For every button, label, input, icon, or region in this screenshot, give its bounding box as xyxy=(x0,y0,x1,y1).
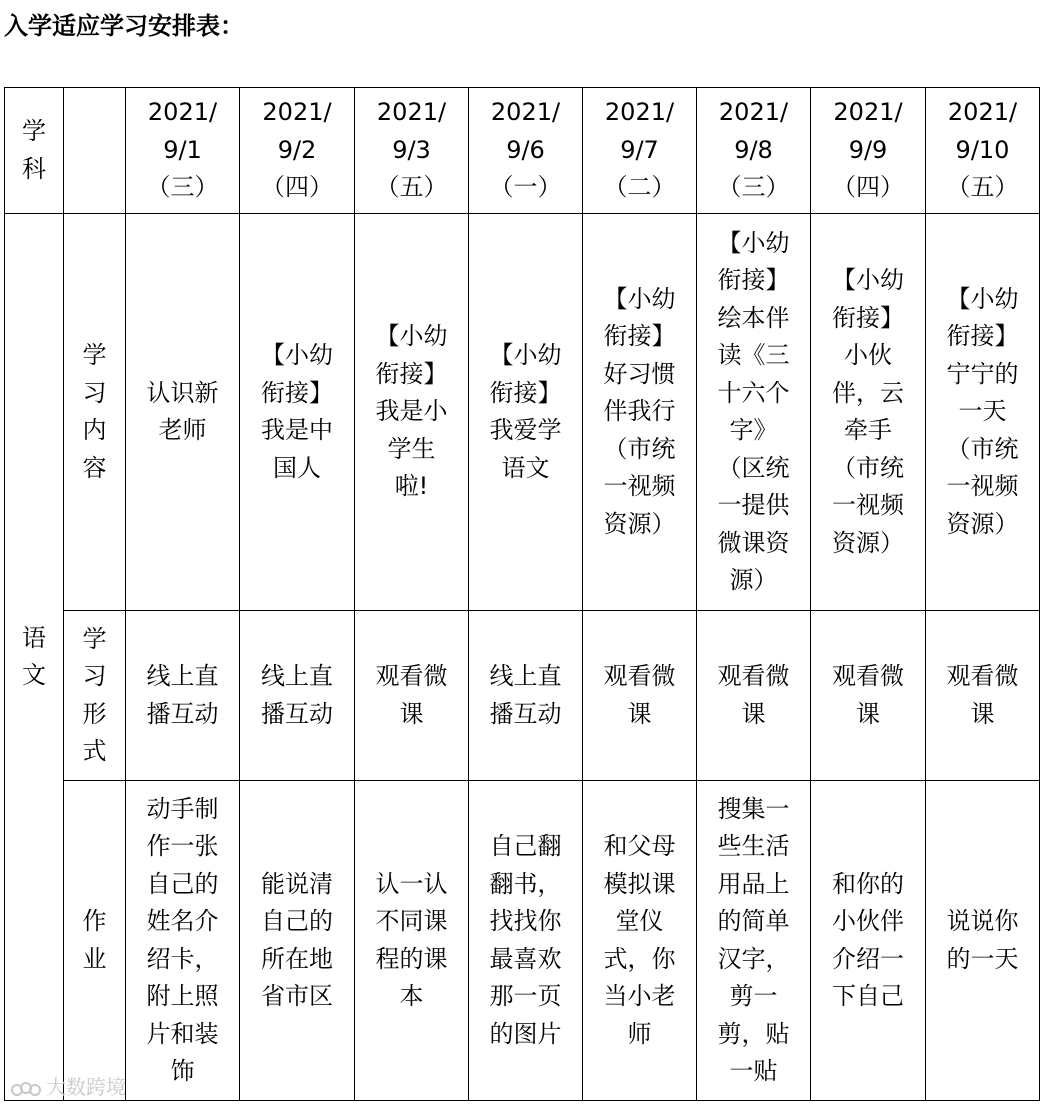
header-date-cell xyxy=(697,88,811,214)
header-date-cell xyxy=(126,88,240,214)
format-text: 观看微课 xyxy=(946,662,1019,728)
header-date-cell xyxy=(583,88,697,214)
format-cell xyxy=(811,611,926,781)
format-text: 观看微课 xyxy=(717,662,790,728)
header-subject-cell xyxy=(5,88,64,214)
content-cell xyxy=(926,214,1040,611)
content-cell xyxy=(469,214,583,611)
homework-row xyxy=(5,781,1040,1101)
watermark xyxy=(10,1073,126,1101)
header-date-cell xyxy=(240,88,355,214)
row-label: 学习内容 xyxy=(82,341,107,482)
header-date-cell xyxy=(811,88,926,214)
homework-cell xyxy=(583,781,697,1101)
homework-text: 自己翻翻书，找找你最喜欢那一页的图片 xyxy=(489,832,562,1048)
content-text: 【小幼衔接】好习惯伴我行（市统一视频资源） xyxy=(603,284,676,538)
format-cell xyxy=(926,611,1040,781)
format-cell xyxy=(355,611,469,781)
row-label-cell xyxy=(64,214,126,611)
schedule-table xyxy=(4,87,1040,1101)
format-text: 观看微课 xyxy=(832,662,904,728)
row-label-cell xyxy=(64,611,126,781)
cloud-logo-icon xyxy=(10,1081,42,1097)
format-cell xyxy=(126,611,240,781)
header-row xyxy=(5,88,1040,214)
homework-cell xyxy=(811,781,926,1101)
format-text: 观看微课 xyxy=(603,662,676,728)
homework-cell xyxy=(469,781,583,1101)
header-empty-cell xyxy=(64,88,126,214)
homework-cell xyxy=(926,781,1040,1101)
header-date: 2021/9/7（二） xyxy=(603,98,676,202)
format-cell xyxy=(697,611,811,781)
row-label-cell xyxy=(64,781,126,1101)
content-text: 【小幼衔接】绘本伴读《三十六个字》（区统一提供微课资源） xyxy=(717,228,790,594)
subject-text: 语文 xyxy=(22,623,46,689)
watermark-text: 大数跨境 xyxy=(46,1075,126,1099)
format-text: 线上直播互动 xyxy=(146,662,219,728)
homework-cell xyxy=(126,781,240,1101)
content-text: 【小幼衔接】我是中国人 xyxy=(261,341,333,482)
content-text: 【小幼衔接】小伙伴，云牵手（市统一视频资源） xyxy=(832,266,904,557)
homework-text: 说说你的一天 xyxy=(946,907,1019,973)
subject-cell xyxy=(5,214,64,1101)
homework-text: 和父母模拟课堂仪式，你当小老师 xyxy=(603,832,676,1048)
document-title: 入学适应学习安排表： xyxy=(4,12,244,40)
header-date: 2021/9/1（三） xyxy=(146,98,219,202)
header-date-cell xyxy=(355,88,469,214)
format-text: 观看微课 xyxy=(375,662,448,728)
content-cell xyxy=(811,214,926,611)
content-text: 【小幼衔接】宁宁的一天（市统一视频资源） xyxy=(946,284,1019,538)
format-text: 线上直播互动 xyxy=(261,662,333,728)
homework-text: 和你的小伙伴介绍一下自己 xyxy=(832,869,904,1010)
header-date: 2021/9/3（五） xyxy=(375,98,448,202)
row-label: 学习形式 xyxy=(82,624,107,765)
header-date: 2021/9/8（三） xyxy=(717,98,790,202)
header-date: 2021/9/9（四） xyxy=(832,98,904,202)
header-subject-text: 学科 xyxy=(22,117,46,183)
header-date: 2021/9/6（一） xyxy=(489,98,562,202)
content-text: 认识新老师 xyxy=(146,378,219,444)
content-cell xyxy=(583,214,697,611)
content-row xyxy=(5,214,1040,611)
row-label: 作业 xyxy=(82,907,107,973)
homework-text: 动手制作一张自己的姓名介绍卡，附上照片和装饰 xyxy=(146,794,219,1085)
homework-cell xyxy=(355,781,469,1101)
content-text: 【小幼衔接】我爱学语文 xyxy=(489,341,562,482)
content-cell xyxy=(240,214,355,611)
content-cell xyxy=(355,214,469,611)
homework-cell xyxy=(697,781,811,1101)
homework-text: 认一认不同课程的课本 xyxy=(375,869,448,1010)
format-text: 线上直播互动 xyxy=(489,662,562,728)
header-date: 2021/9/2（四） xyxy=(261,98,333,202)
homework-text: 能说清自己的所在地省市区 xyxy=(261,869,333,1010)
header-date-cell xyxy=(469,88,583,214)
format-cell xyxy=(240,611,355,781)
content-cell xyxy=(126,214,240,611)
content-cell xyxy=(697,214,811,611)
header-date: 2021/9/10（五） xyxy=(946,98,1019,202)
format-cell xyxy=(469,611,583,781)
header-date-cell xyxy=(926,88,1040,214)
homework-text: 搜集一些生活用品上的简单汉字，剪一剪，贴一贴 xyxy=(717,794,790,1085)
format-cell xyxy=(583,611,697,781)
format-row xyxy=(5,611,1040,781)
homework-cell xyxy=(240,781,355,1101)
content-text: 【小幼衔接】我是小学生啦! xyxy=(375,322,448,501)
